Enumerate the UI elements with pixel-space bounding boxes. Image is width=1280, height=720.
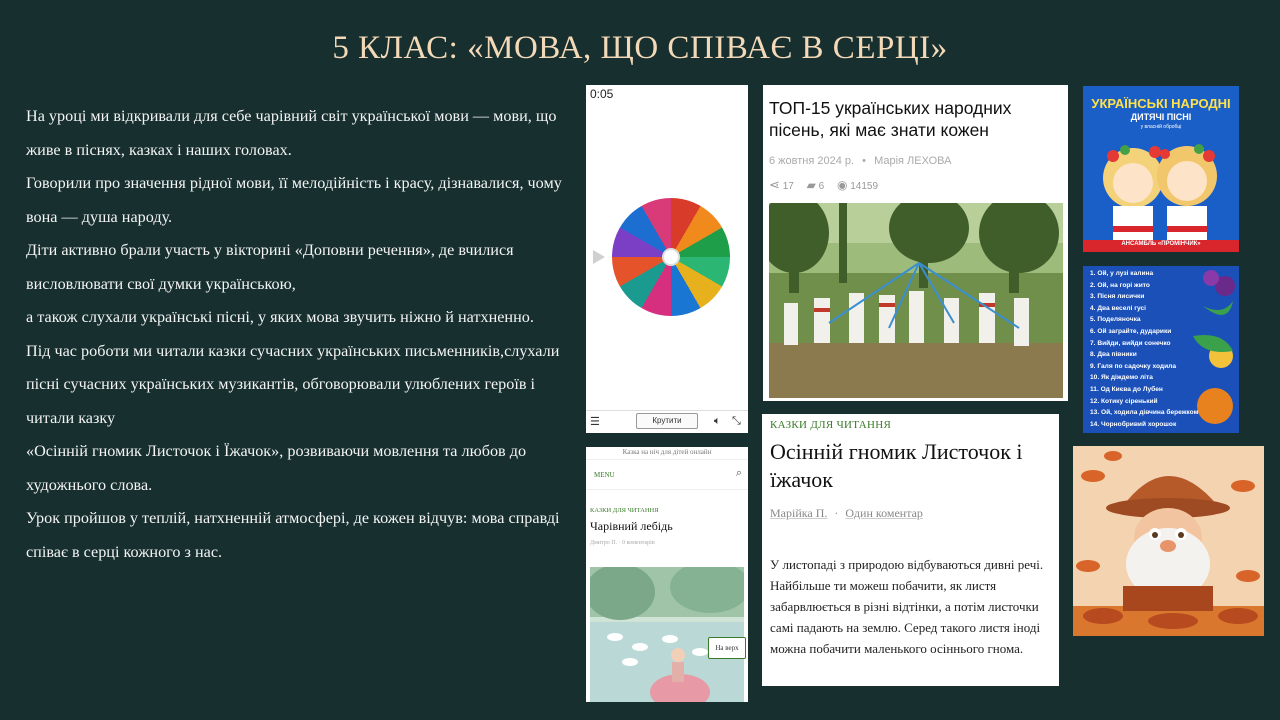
track-item: 3. Пісня лисички <box>1090 293 1145 301</box>
share-count: 17 <box>782 181 794 192</box>
wheel-pointer-icon <box>593 250 605 264</box>
tracklist <box>1090 268 1198 430</box>
paragraph-7: Урок пройшов у теплій, натхненній атмосфері, де кожен відчув: мова справді співає в серці кожного з нас. <box>26 509 560 561</box>
spin-button[interactable]: Крутити <box>636 413 698 429</box>
spin-wheel-screenshot <box>586 85 748 433</box>
autumn-gnome-illustration <box>1073 446 1264 636</box>
story-article-screenshot <box>762 414 1059 686</box>
views-icon: ◉ <box>836 178 848 192</box>
menu-button[interactable]: MENU <box>594 471 615 479</box>
wheel-hub <box>662 248 680 266</box>
paragraph-5: Під час роботи ми читали казки сучасних українських письменників,слухали пісні сучасних українських музикантів, обговорювали улюблених героїв і читали казку <box>26 341 560 427</box>
cover1-subtitle: ДИТЯЧІ ПІСНІ <box>1130 112 1192 122</box>
story-category[interactable]: КАЗКИ ДЛЯ ЧИТАННЯ <box>770 419 892 431</box>
comment-icon[interactable]: ▰ <box>806 178 816 192</box>
track-item: 12. Котику сіренький <box>1090 397 1158 405</box>
track-item: 1. Ой, у лузі калина <box>1090 270 1154 277</box>
story-excerpt: У листопаді з природою відбуваються дивні речі. Найбільше ти можеш побачити, як листя забарвлюється в різні відтінки, а потім листочки самі падають на землю. Серед такого листя іноді можна побачити маленького осіннього гнома. <box>770 557 1044 656</box>
paragraph-4: а також слухали українські пісні, у яких мова звучить ніжно й натхненно. <box>26 308 534 326</box>
track-item: 11. Од Києва до Лубен <box>1090 385 1163 393</box>
fullscreen-icon[interactable]: ⤡ <box>732 415 741 427</box>
share-icon[interactable]: ⋖ <box>769 177 780 192</box>
slide-title: 5 КЛАС: «МОВА, ЩО СПІВАЄ В СЕРЦІ» <box>332 30 948 66</box>
story-author[interactable]: Марійка П. <box>770 506 828 520</box>
folk-dance-photo <box>769 203 1063 398</box>
article-author: Марія ЛЕХОВА <box>874 155 952 167</box>
story-meta: Марійка П. · Один коментар <box>770 506 923 520</box>
post-meta: Дмитро П. · 0 коментарів <box>590 540 655 546</box>
wheel-timer: 0:05 <box>590 87 614 101</box>
site-header[interactable]: Казка на ніч для дітей онлайн <box>622 448 712 456</box>
article-title[interactable]: ТОП-15 українських народних пісень, які має знати кожен <box>769 98 1012 140</box>
article-meta: 6 жовтня 2024 р. • Марія ЛЕХОВА <box>769 155 952 167</box>
track-item: 7. Вийди, вийди сонечко <box>1090 339 1171 347</box>
cover1-title: УКРАЇНСЬКІ НАРОДНІ <box>1091 96 1231 111</box>
songs-tracklist-cover <box>1083 266 1239 433</box>
comment-count: 6 <box>818 181 825 192</box>
paragraph-6: «Осінній гномик Листочок і Їжачок», розвиваючи мовлення та любов до художнього слова. <box>26 442 527 494</box>
menu-icon[interactable]: ☰ <box>590 416 600 428</box>
swan-illustration <box>590 567 744 702</box>
track-item: 10. Як діждемо літа <box>1090 374 1153 382</box>
article-date: 6 жовтня 2024 р. <box>769 155 855 167</box>
search-icon[interactable]: ⌕ <box>735 467 742 479</box>
story-title: Осінній гномик Листочок і їжачок <box>770 439 1023 492</box>
songs-album-cover <box>1083 86 1239 252</box>
fairy-tale-site-screenshot <box>586 447 748 702</box>
track-item: 4. Два веселі гусі <box>1090 304 1146 312</box>
track-item: 5. Поделяночка <box>1090 316 1141 324</box>
track-item: 6. Ой заграйте, дударики <box>1090 327 1172 335</box>
post-title[interactable]: Чарівний лебідь <box>590 519 673 533</box>
cover1-ensemble: АНСАМБЛЬ «ПРОМІНЧИК» <box>1121 241 1201 247</box>
post-category[interactable]: КАЗКИ ДЛЯ ЧИТАННЯ <box>590 507 659 514</box>
cover1-small: у власній обробці <box>1140 124 1182 130</box>
volume-icon[interactable]: 🔈︎ <box>714 415 721 427</box>
track-item: 9. Галя по садочку ходила <box>1090 362 1176 370</box>
paragraph-1: На уроці ми відкривали для себе чарівний світ української мови — мови, що живе в піснях, казках і наших головах. <box>26 107 557 159</box>
slide-body-text <box>26 100 566 569</box>
article-stats <box>769 177 878 193</box>
story-comments-link[interactable]: Один коментар <box>845 506 923 520</box>
wheel-toolbar <box>586 410 748 433</box>
spin-wheel[interactable] <box>612 198 730 316</box>
views-count: 14159 <box>850 181 879 192</box>
paragraph-3: Діти активно брали участь у вікторині «Доповни речення», де вчилися висловлювати свої думки українською, <box>26 241 514 293</box>
paragraph-2: Говорили про значення рідної мови, її мелодійність і красу, дізнавалися, чому вона — душа народу. <box>26 174 562 226</box>
track-item: 2. Ой, на горі жито <box>1090 281 1150 289</box>
track-item: 13. Ой, ходила дівчина бережком <box>1090 409 1199 417</box>
article-screenshot <box>763 85 1068 401</box>
track-item: 14. Чорнобривий хорошок <box>1090 420 1177 428</box>
track-item: 8. Два півники <box>1090 351 1137 359</box>
scroll-to-top-button[interactable]: На верх <box>708 637 746 659</box>
